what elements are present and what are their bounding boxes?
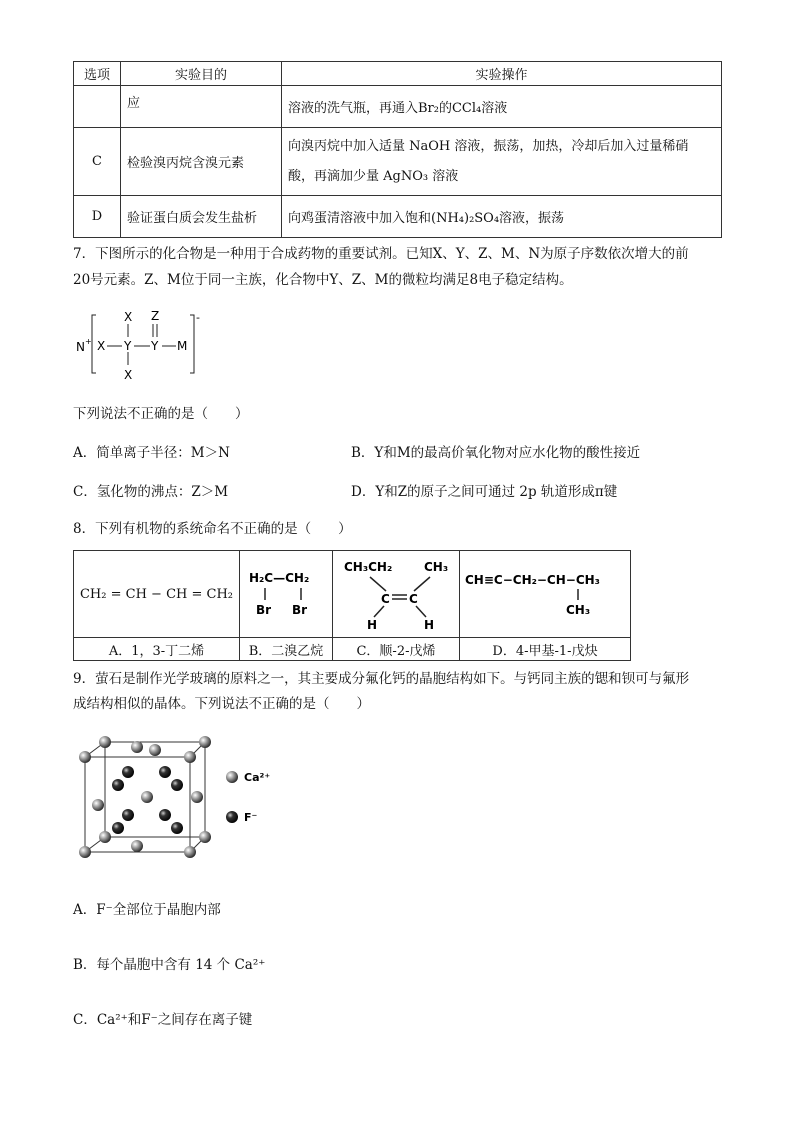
row-c-operation [282, 128, 722, 196]
ca-atom [79, 751, 91, 763]
row-a-purpose: 应 [121, 86, 282, 128]
ca-atom [149, 744, 161, 756]
formula-c-c2: C [409, 592, 418, 606]
row-a-operation: 溶液的洗气瓶，再通入Br₂的CCl₄溶液 [282, 86, 722, 128]
row-a-option [74, 86, 121, 128]
row-d-purpose: 验证蛋白质会发生盐析 [121, 196, 282, 238]
label-a: A．1，3-丁二烯 [74, 638, 240, 661]
header-option: 选项 [74, 62, 121, 86]
f-atom [159, 766, 171, 778]
q7-stem-line1: 7．下图所示的化合物是一种用于合成药物的重要试剂。已知X、Y、Z、M、N为原子序数依次增大的前 [73, 246, 689, 262]
struct-y1: Y [124, 339, 132, 353]
q7-option-c: C．氢化物的沸点：Z＞M [73, 484, 229, 500]
q9-option-b: B．每个晶胞中含有 14 个 Ca²⁺ [73, 957, 266, 973]
struct-x-left: X [97, 339, 106, 353]
label-d: D．4-甲基-1-戊炔 [460, 638, 631, 661]
q7-stem-line2: 20号元素。Z、M位于同一主族，化合物中Y、Z、M的微粒均满足8电子稳定结构。 [73, 272, 573, 288]
struct-m: M [177, 339, 188, 353]
struct-plus: + [85, 337, 92, 346]
f-atom [122, 766, 134, 778]
f-atom [171, 779, 183, 791]
formula-c-methyl: CH₃ [424, 560, 449, 574]
ca-atom [141, 791, 153, 803]
ca-atom [92, 799, 104, 811]
f-atom [112, 822, 124, 834]
legend-ca-label: Ca²⁺ [244, 771, 271, 784]
experiment-table [73, 61, 722, 238]
right-bracket [190, 315, 194, 373]
q9-option-a: A．F⁻全部位于晶胞内部 [73, 902, 221, 918]
label-c: C．顺-2-戊烯 [333, 638, 460, 661]
ca-atom [184, 751, 196, 763]
row-c-option: C [74, 128, 121, 196]
q9-stem-line2: 成结构相似的晶体。下列说法不正确的是（ ） [73, 696, 370, 712]
ca-atoms [79, 736, 211, 858]
formula-d-branch: CH₃ [566, 603, 591, 617]
header-operation: 实验操作 [282, 62, 722, 86]
fluorite-unit-cell-diagram [70, 730, 290, 870]
formula-c-ethyl: CH₃CH₂ [344, 560, 393, 574]
formula-b-br-right: Br [292, 603, 308, 617]
label-b: B．二溴乙烷 [240, 638, 333, 661]
struct-z: Z [151, 309, 160, 323]
q9-option-c: C．Ca²⁺和F⁻之间存在离子键 [73, 1012, 253, 1028]
ca-atom [199, 736, 211, 748]
ca-atom [131, 741, 143, 753]
ca-atom [99, 736, 111, 748]
row-c-op-line2: 酸，再滴加少量 AgNO₃ 溶液 [288, 168, 459, 184]
q7-option-d: D．Y和Z的原子之间可通过 2p 轨道形成π键 [351, 484, 618, 500]
formula-c-diagram [334, 551, 458, 633]
formula-d-diagram [460, 562, 630, 622]
legend-ca-icon [226, 771, 238, 783]
q9-stem-line1: 9．萤石是制作光学玻璃的原料之一，其主要成分氟化钙的晶胞结构如下。与钙同主族的锶和钡可与氟形 [73, 671, 690, 687]
naming-table [73, 550, 631, 661]
struct-y2: Y [151, 339, 159, 353]
header-purpose: 实验目的 [121, 62, 282, 86]
row-c-purpose: 检验溴丙烷含溴元素 [121, 128, 282, 196]
q7-option-a: A．简单离子半径：M＞N [73, 445, 230, 461]
q7-structure-diagram [74, 305, 214, 387]
struct-minus: - [196, 311, 200, 324]
row-c-op-line1: 向溴丙烷中加入适量 NaOH 溶液，振荡，加热，冷却后加入过量稀硝 [288, 138, 689, 154]
struct-x-top: X [124, 310, 133, 324]
ca-atom [199, 831, 211, 843]
f-atom [159, 809, 171, 821]
struct-x-bottom: X [124, 368, 133, 382]
f-atom [171, 822, 183, 834]
formula-c-c1: C [381, 592, 390, 606]
legend-f-icon [226, 811, 238, 823]
bond-h-right [416, 606, 426, 617]
ca-atom [191, 791, 203, 803]
formula-c-h-right: H [424, 618, 435, 632]
formula-b-diagram [241, 562, 331, 622]
formula-b-top: H₂C—CH₂ [249, 571, 310, 585]
f-atom [122, 809, 134, 821]
formula-d-main: CH≡C−CH₂−CH−CH₃ [465, 573, 600, 587]
formula-c-cell [333, 551, 460, 638]
struct-n: N [76, 340, 85, 354]
ca-atom [131, 840, 143, 852]
legend-f-label: F⁻ [244, 811, 258, 824]
q7-option-b: B．Y和M的最高价氧化物对应水化物的酸性接近 [351, 445, 641, 461]
formula-b-cell [240, 551, 333, 638]
row-d-operation: 向鸡蛋清溶液中加入饱和(NH₄)₂SO₄溶液，振荡 [282, 196, 722, 238]
q8-stem: 8．下列有机物的系统命名不正确的是（ ） [73, 521, 352, 537]
formula-d-cell [460, 551, 631, 638]
ca-atom [99, 831, 111, 843]
bond-methyl [414, 577, 430, 591]
bond-ethyl [370, 577, 386, 591]
formula-a-cell [74, 551, 240, 638]
formula-a: CH₂ = CH − CH = CH₂ [79, 586, 234, 602]
left-bracket [92, 315, 96, 373]
bond-h-left [374, 606, 384, 617]
ca-atom [184, 846, 196, 858]
ca-atom [79, 846, 91, 858]
formula-c-h-left: H [367, 618, 378, 632]
row-d-option: D [74, 196, 121, 238]
q7-question: 下列说法不正确的是（ ） [73, 406, 249, 422]
formula-b-br-left: Br [256, 603, 272, 617]
f-atom [112, 779, 124, 791]
